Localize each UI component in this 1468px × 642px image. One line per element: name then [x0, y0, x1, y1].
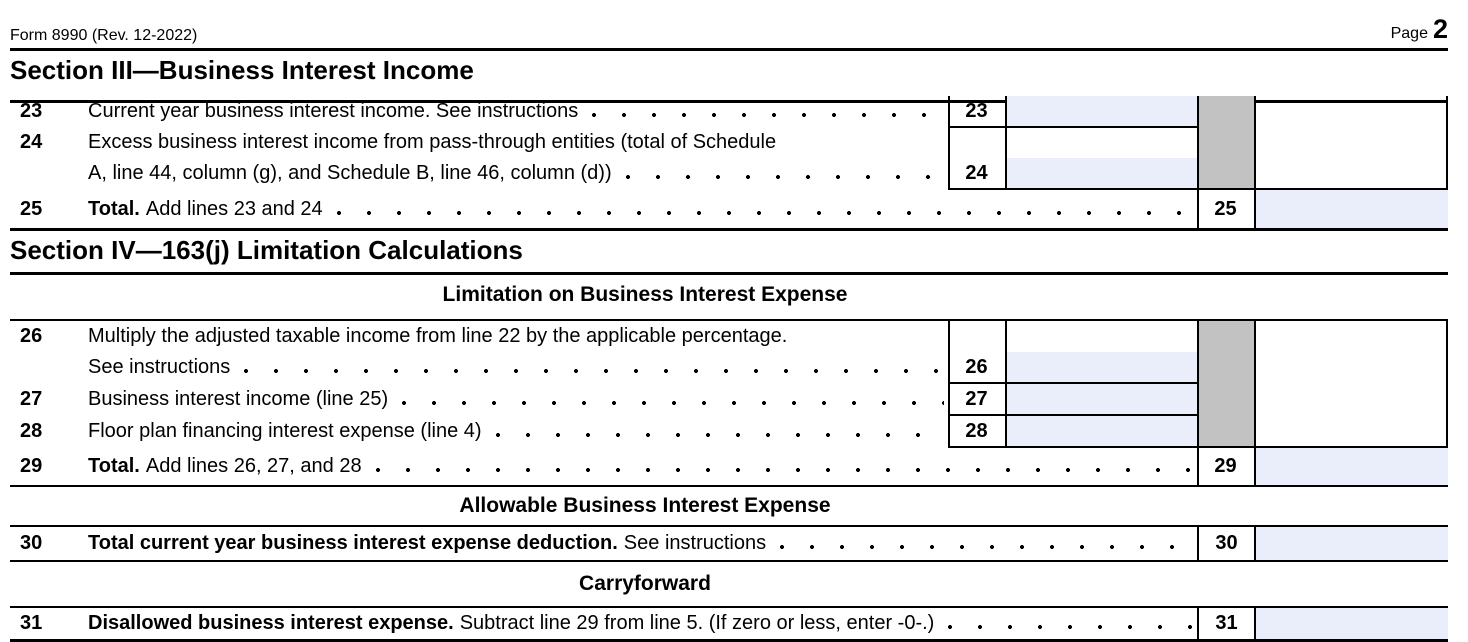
dot-leader — [948, 625, 1193, 629]
line-23-amount-field[interactable] — [1007, 96, 1197, 126]
line-28-label — [88, 416, 948, 446]
line-29-amount-field[interactable] — [1256, 448, 1448, 485]
line-26-28-reserved-cell — [1199, 321, 1254, 446]
line-31-row — [10, 608, 1448, 642]
line-26-amount-field[interactable] — [1007, 352, 1197, 382]
dot-leader — [337, 211, 1193, 215]
line-23-24-reserved-cell — [1199, 96, 1254, 188]
grid-line — [1446, 321, 1448, 446]
subheading-text: Allowable Business Interest Expense — [459, 494, 831, 517]
dot-leader — [626, 175, 944, 179]
label-text: Subtract line 29 from line 5. (If zero or less, enter -0-.) — [459, 612, 935, 634]
line-23-box-number: 23 — [965, 100, 988, 122]
label-text: Add lines 26, 27, and 28 — [145, 455, 362, 477]
page-indicator — [1391, 14, 1448, 45]
line-27-box-number: 27 — [965, 388, 988, 410]
subheading-text: Carryforward — [579, 572, 711, 595]
section-iv-title: Section IV—163(j) Limitation Calculations — [10, 231, 1448, 275]
line-23-label — [88, 96, 948, 127]
line-26-number: 26 — [20, 325, 43, 347]
line-25-number: 25 — [20, 198, 43, 220]
section-iii-title: Section III—Business Interest Income — [10, 48, 1448, 103]
line-28-amount-field[interactable] — [1007, 416, 1197, 446]
line-24-label — [88, 127, 948, 189]
line-30-box-number: 30 — [1197, 527, 1256, 560]
line-29-number: 29 — [20, 455, 43, 477]
label-text: Add lines 23 and 24 — [145, 198, 323, 220]
label-text-line2: A, line 44, column (g), and Schedule B, line 46, column (d)) — [88, 158, 948, 189]
label-bold: Total. — [88, 198, 140, 220]
subheading-allowable — [10, 487, 1448, 527]
page-word: Page — [1390, 25, 1428, 42]
label-text: Current year business interest income. See instructions — [88, 100, 579, 122]
subheading-limitation — [10, 271, 1448, 321]
dot-leader — [496, 433, 944, 437]
line-31-box-number: 31 — [1197, 608, 1256, 639]
line-26-label — [88, 321, 948, 383]
line-30-row — [10, 527, 1448, 562]
label-bold: Disallowed business interest expense. — [88, 612, 454, 634]
section-iii-table — [10, 96, 1448, 231]
line-31-label — [88, 608, 1197, 639]
dot-leader — [780, 545, 1193, 549]
line-29-box-number: 29 — [1214, 455, 1237, 477]
line-25-label — [88, 190, 1197, 228]
label-text: Business interest income (line 25) — [88, 388, 389, 410]
dot-leader — [402, 401, 944, 405]
line-24-number: 24 — [20, 131, 43, 153]
line-30-number: 30 — [20, 532, 43, 554]
line-30-label — [88, 527, 1197, 560]
line-31-amount-field[interactable] — [1256, 608, 1448, 639]
dot-leader — [376, 468, 1193, 472]
line-27-label — [88, 384, 948, 414]
label-text: Multiply the adjusted taxable income from line 22 by the applicable percentage. — [88, 325, 788, 347]
label-text-line2: See instructions — [88, 352, 948, 383]
line-30-amount-field[interactable] — [1256, 527, 1448, 560]
line-27-number: 27 — [20, 388, 43, 410]
page-number: 2 — [1432, 14, 1448, 44]
label-bold: Total current year business interest expense deduction. — [88, 532, 618, 554]
form-id: Form 8990 (Rev. 12-2022) — [10, 27, 198, 44]
label-bold: Total. — [88, 455, 140, 477]
section-iv-table — [10, 321, 1448, 487]
line-24-box-number: 24 — [965, 162, 988, 184]
line-28-box-number: 28 — [965, 420, 988, 442]
label-text: See instructions — [623, 532, 767, 554]
dot-leader — [592, 113, 944, 117]
line-26-box-number: 26 — [965, 356, 988, 378]
line-24-amount-field[interactable] — [1007, 158, 1197, 188]
line-27-amount-field[interactable] — [1007, 384, 1197, 414]
dot-leader — [244, 369, 944, 373]
line-29-label — [88, 448, 1197, 485]
label-text: Floor plan financing interest expense (line 4) — [88, 420, 482, 442]
grid-line — [1446, 96, 1448, 188]
label-text: Excess business interest income from pass-through entities (total of Schedule — [88, 131, 777, 153]
line-23-number: 23 — [20, 100, 43, 122]
line-25-box-number: 25 — [1214, 198, 1237, 220]
grid-line — [948, 126, 1197, 128]
subheading-carryforward — [10, 562, 1448, 608]
subheading-text: Limitation on Business Interest Expense — [442, 283, 848, 306]
page-header — [10, 0, 1448, 51]
line-28-number: 28 — [20, 420, 43, 442]
line-25-amount-field[interactable] — [1256, 190, 1448, 228]
line-31-number: 31 — [20, 612, 43, 634]
